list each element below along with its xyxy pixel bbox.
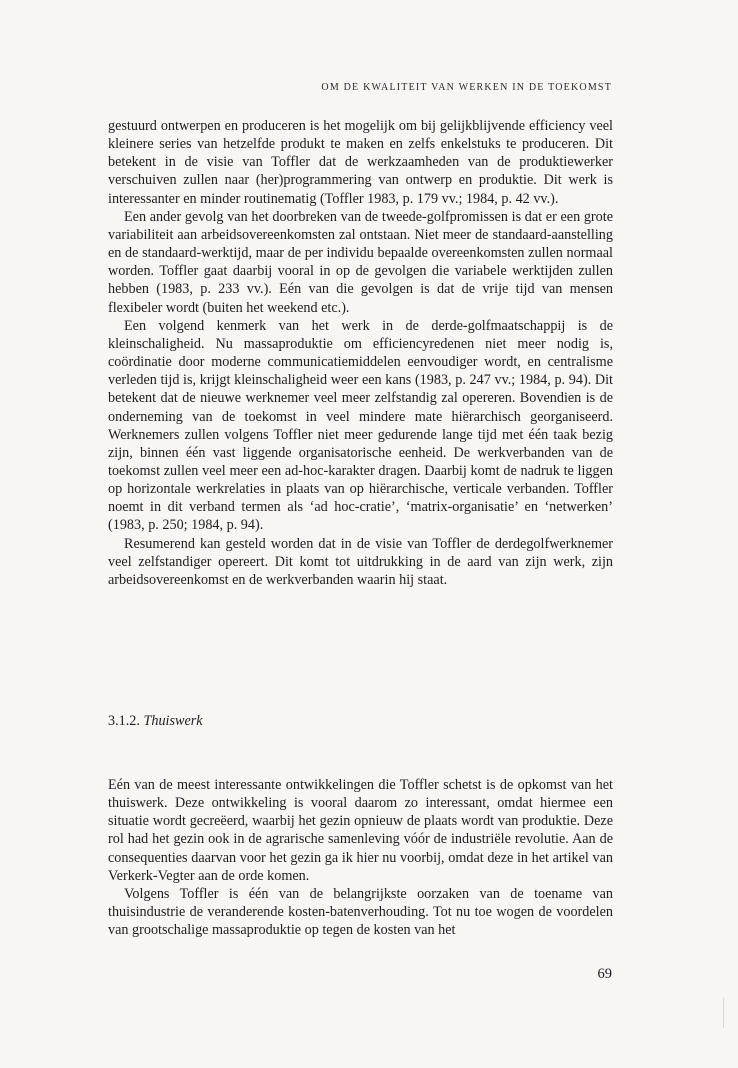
scan-edge-mark xyxy=(723,998,724,1028)
paragraph: Een ander gevolg van het doorbreken van de tweede-golfpromissen is dat er een grote variabiliteit aan arbeidsovereenkomsten zal ontstaan. Niet meer de standaard-aanstelling en de standaard-werktijd, maar de per individu bepaalde overeenkomsten zullen normaal worden. Toffler gaat daarbij vooral in op de gevolgen die variabele werktijden zullen hebben (1983, p. 233 vv.). Eén van die gevolgen is dat de vrije tijd van mensen flexibeler wordt (buiten het weekend etc.). xyxy=(108,208,613,316)
paragraph: Resumerend kan gesteld worden dat in de visie van Toffler de derdegolfwerknemer veel zelfstandiger opereert. Dit komt tot uitdrukking in de aard van zijn werk, zijn arbeidsovereenkomst en de werkverbanden waarin hij staat. xyxy=(108,535,613,588)
section-heading xyxy=(108,713,203,730)
page-number: 69 xyxy=(597,966,612,982)
body-text-block xyxy=(108,776,613,939)
section-number: 3.1.2. xyxy=(108,713,140,729)
paragraph: Eén van de meest interessante ontwikkelingen die Toffler schetst is de opkomst van het thuiswerk. Deze ontwikkeling is vooral daarom zo interessant, omdat hiermee een situatie wordt gecreëerd, waarbij het gezin opnieuw de plaats wordt van produktie. Deze rol had het gezin ook in de agrarische samenleving vóór de industriële revolutie. Aan de consequenties daarvan voor het gezin ga ik hier nu voorbij, omdat deze in het artikel van Verkerk-Vegter aan de orde komen. xyxy=(108,777,613,884)
running-header: OM DE KWALITEIT VAN WERKEN IN DE TOEKOMST xyxy=(321,82,612,93)
paragraph: Een volgend kenmerk van het werk in de derde-golfmaatschappij is de kleinschaligheid. Nu massaproduktie om efficiencyredenen niet meer nodig is, coördinatie door moderne communicatiemiddelen eenvoudiger wordt, en centralisme verleden tijd is, krijgt kleinschaligheid weer een kans (1983, p. 247 vv.; 1984, p. 94). Dit betekent dat de nieuwe werknemer veel meer zelfstandig zal opereren. Bovendien is de onderneming van de toekomst in veel mindere mate hiërarchisch georganiseerd. Werknemers zullen volgens Toffler niet meer gedurende lange tijd met één taak bezig zijn, binnen één vast liggende organisatorische eenheid. De werkverbanden van de toekomst zullen veel meer een ad-hoc-karakter dragen. Daarbij komt de nadruk te liggen op horizontale werkrelaties in plaats van op hiërarchische, verticale verbanden. Toffler noemt in dit verband termen als ‘ad hoc-cratie’, ‘matrix-organisatie’ en ‘netwerken’ (1983, p. 250; 1984, p. 94). xyxy=(108,317,613,534)
body-text-block xyxy=(108,117,613,589)
section-title: Thuiswerk xyxy=(143,713,203,729)
paragraph: gestuurd ontwerpen en produceren is het mogelijk om bij gelijkblijvende efficiency veel kleinere series van hetzelfde produkt te maken en zelfs enkelstuks te produceren. Dit betekent in de visie van Toffler dat de werkzaamheden van de produktiewerker verschuiven zullen naar (her)programmering van ontwerp en produktie. Dit werk is interessanter en minder routinematig (Toffler 1983, p. 179 vv.; 1984, p. 42 vv.). xyxy=(108,118,613,207)
paragraph: Volgens Toffler is één van de belangrijkste oorzaken van de toename van thuisindustrie de veranderende kosten-batenverhouding. Tot nu toe wogen de voordelen van grootschalige massaproduktie op tegen de kosten van het xyxy=(108,885,613,939)
